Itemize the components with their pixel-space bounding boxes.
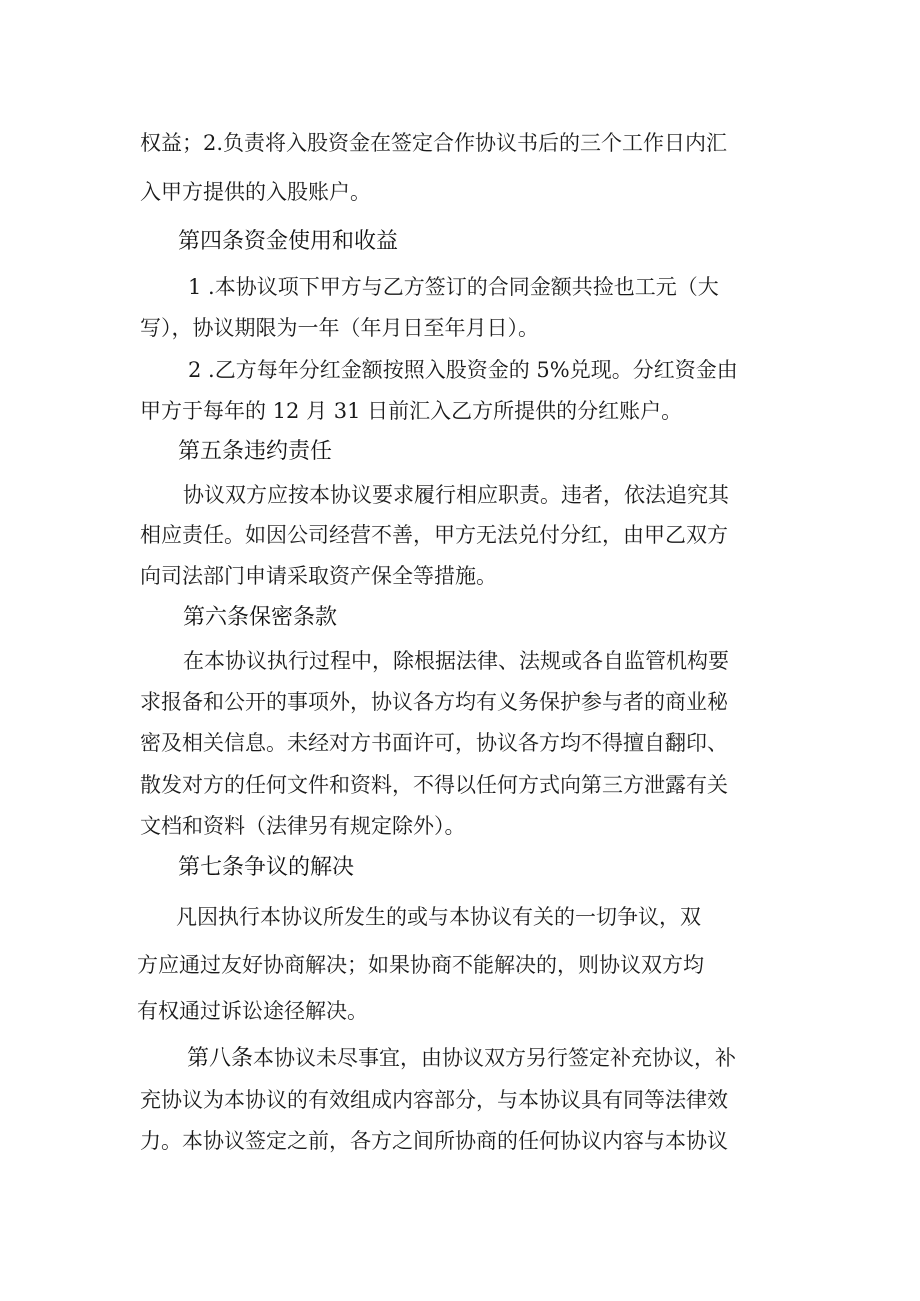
paragraph-line: 向司法部门申请采取资产保全等措施。 [140,564,497,588]
paragraph-line-text: 本协议未尽事宜，由协议双方另行签定补充协议，补 [253,1046,737,1070]
section-8-first-line [187,1043,736,1074]
paragraph-line: 相应责任。如因公司经营不善，甲方无法兑付分红，由甲乙双方 [140,523,728,547]
paragraph-line: 1 .本协议项下甲方与乙方签订的合同金额共捡也工元（大 [188,275,719,299]
paragraph-line: 权益；2.负责将入股资金在签定合作协议书后的三个工作日内汇 [140,131,728,155]
section-heading-5: 第五条违约责任 [178,439,333,464]
paragraph-line: 写），协议期限为一年（年月日至年月日）。 [140,316,539,340]
paragraph-line: 求报备和公开的事项外，协议各方均有义务保护参与者的商业秘 [140,690,728,714]
paragraph-line: 在本协议执行过程中，除根据法律、法规或各自监管机构要 [183,649,729,673]
paragraph-line: 散发对方的任何文件和资料，不得以任何方式向第三方泄露有关 [140,773,728,797]
paragraph-line: 协议双方应按本协议要求履行相应职责。违者，依法追究其 [183,483,729,507]
paragraph-line: 有权通过诉讼途径解决。 [137,999,368,1023]
paragraph-line: 文档和资料（法律另有规定除外）。 [140,814,466,838]
paragraph-line: 甲方于每年的 12 月 31 日前汇入乙方所提供的分红账户。 [140,399,683,423]
section-heading-6: 第六条保密条款 [183,605,338,630]
section-heading-4: 第四条资金使用和收益 [178,229,399,254]
section-heading-7: 第七条争议的解决 [178,855,355,880]
paragraph-line: 方应通过友好协商解决；如果协商不能解决的，则协议双方均 [137,953,704,977]
paragraph-line: 力。本协议签定之前，各方之间所协商的任何协议内容与本协议 [140,1129,728,1153]
paragraph-line: 凡因执行本协议所发生的或与本协议有关的一切争议，双 [176,905,701,929]
paragraph-line: 密及相关信息。未经对方书面许可，协议各方均不得擅自翻印、 [140,731,728,755]
section-heading-8: 第八条 [187,1046,254,1071]
paragraph-line: 充协议为本协议的有效组成内容部分，与本协议具有同等法律效 [140,1088,728,1112]
paragraph-line: 2 .乙方每年分红金额按照入股资金的 5%兑现。分红资金由 [188,358,738,382]
paragraph-line: 入甲方提供的入股账户。 [140,180,371,204]
